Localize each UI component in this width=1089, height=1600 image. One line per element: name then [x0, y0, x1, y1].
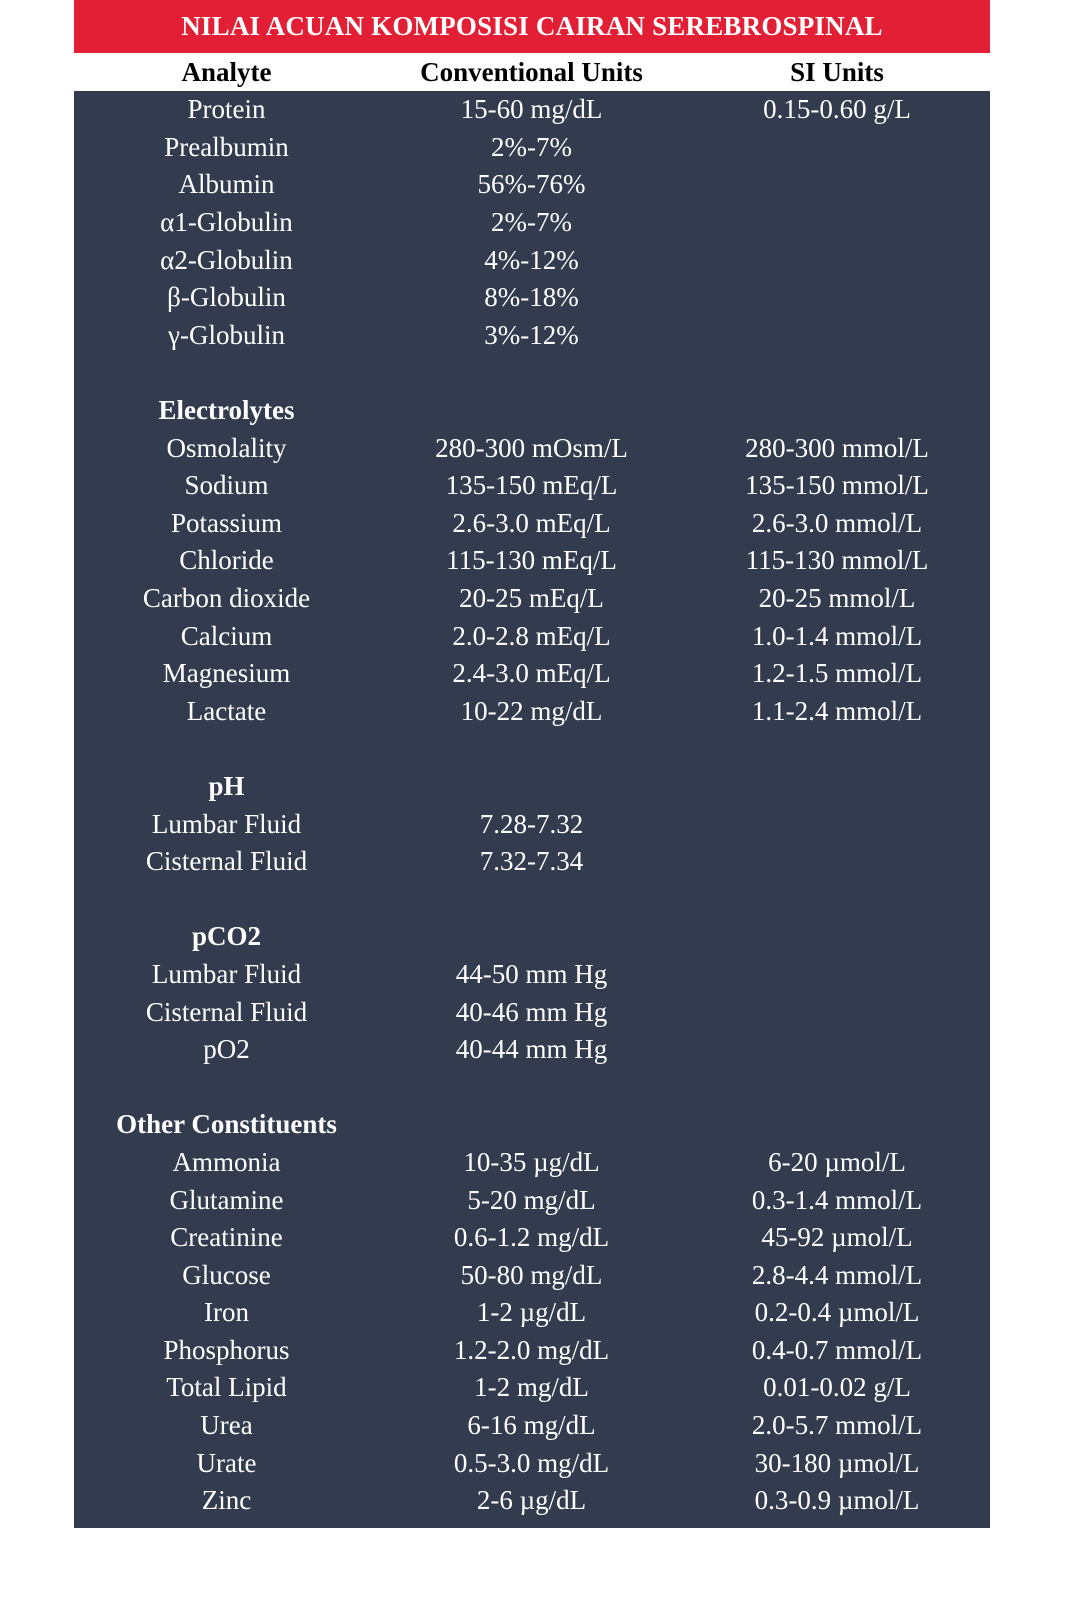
analyte-cell: Creatinine [170, 1222, 283, 1253]
table-row [74, 956, 990, 994]
table-row [74, 693, 990, 731]
section-heading: Electrolytes [158, 395, 295, 426]
section-heading-row [74, 768, 990, 806]
si-units-cell: 2.8-4.4 mmol/L [751, 1259, 923, 1290]
si-units-cell: 2.6-3.0 mmol/L [751, 507, 923, 538]
analyte-cell: α2-Globulin [160, 244, 293, 275]
analyte-cell: Iron [204, 1297, 249, 1328]
table-row [74, 1219, 990, 1257]
conventional-units-cell: 2-6 µg/dL [476, 1485, 587, 1516]
si-units-cell: 135-150 mmol/L [745, 470, 929, 501]
table-row [74, 204, 990, 242]
si-units-cell: 1.0-1.4 mmol/L [751, 620, 923, 651]
conventional-units-cell: 7.32-7.34 [479, 846, 584, 877]
si-units-cell: 0.15-0.60 g/L [763, 94, 911, 125]
analyte-cell: pO2 [203, 1034, 250, 1065]
si-units-cell: 0.01-0.02 g/L [763, 1372, 911, 1403]
table-title: NILAI ACUAN KOMPOSISI CAIRAN SEREBROSPINAL [74, 0, 990, 53]
conventional-units-cell: 8%-18% [484, 282, 579, 313]
table-row [74, 467, 990, 505]
analyte-cell: Ammonia [172, 1146, 281, 1177]
conventional-units-cell: 5-20 mg/dL [467, 1184, 596, 1215]
conventional-units-cell: 40-44 mm Hg [455, 1034, 608, 1065]
conventional-units-cell: 3%-12% [484, 319, 579, 350]
conventional-units-cell: 10-35 µg/dL [463, 1146, 600, 1177]
column-header-analyte: Analyte [181, 56, 272, 87]
table-row [74, 317, 990, 355]
table-row [74, 580, 990, 618]
conventional-units-cell: 280-300 mOsm/L [435, 432, 628, 463]
analyte-cell: Prealbumin [164, 131, 289, 162]
conventional-units-cell: 2%-7% [491, 131, 572, 162]
analyte-cell: Cisternal Fluid [145, 996, 308, 1027]
analyte-cell: Urate [196, 1447, 257, 1478]
section-heading-row [74, 918, 990, 956]
si-units-cell: 0.3-0.9 µmol/L [754, 1485, 920, 1516]
table-row [74, 1294, 990, 1332]
conventional-units-cell: 20-25 mEq/L [459, 583, 604, 614]
conventional-units-cell: 2.4-3.0 mEq/L [452, 658, 611, 689]
table-row [74, 993, 990, 1031]
analyte-cell: Protein [187, 94, 266, 125]
group-spacer [74, 354, 990, 392]
si-units-cell: 0.2-0.4 µmol/L [754, 1297, 920, 1328]
table-row [74, 655, 990, 693]
si-units-cell: 6-20 µmol/L [768, 1146, 906, 1177]
analyte-cell: α1-Globulin [160, 207, 293, 238]
conventional-units-cell: 1-2 µg/dL [476, 1297, 587, 1328]
conventional-units-cell: 50-80 mg/dL [460, 1259, 603, 1290]
analyte-cell: Lumbar Fluid [151, 958, 302, 989]
table-row [74, 1181, 990, 1219]
group-spacer [74, 880, 990, 918]
table-row [74, 1144, 990, 1182]
analyte-cell: Osmolality [166, 432, 287, 463]
column-header-si-units: SI Units [790, 56, 884, 87]
si-units-cell: 280-300 mmol/L [745, 432, 929, 463]
conventional-units-cell: 1-2 mg/dL [474, 1372, 589, 1403]
analyte-cell: Calcium [180, 620, 273, 651]
table-row [74, 1332, 990, 1370]
table-row [74, 91, 990, 129]
analyte-cell: Lumbar Fluid [151, 808, 302, 839]
analyte-cell: Carbon dioxide [142, 583, 311, 614]
conventional-units-cell: 7.28-7.32 [479, 808, 584, 839]
table-row [74, 279, 990, 317]
reference-table [74, 0, 990, 1528]
conventional-units-cell: 2.0-2.8 mEq/L [452, 620, 611, 651]
table-row [74, 1256, 990, 1294]
table-row [74, 505, 990, 543]
si-units-cell: 20-25 mmol/L [758, 583, 916, 614]
si-units-cell: 0.3-1.4 mmol/L [751, 1184, 923, 1215]
analyte-cell: β-Globulin [167, 282, 286, 313]
analyte-cell: Urea [200, 1410, 253, 1441]
conventional-units-cell: 4%-12% [484, 244, 579, 275]
si-units-cell: 30-180 µmol/L [754, 1447, 920, 1478]
table-row [74, 617, 990, 655]
conventional-units-cell: 2%-7% [491, 207, 572, 238]
section-heading-row [74, 1106, 990, 1144]
table-row [74, 241, 990, 279]
si-units-cell: 45-92 µmol/L [761, 1222, 913, 1253]
analyte-cell: Magnesium [162, 658, 291, 689]
analyte-cell: Lactate [186, 695, 267, 726]
conventional-units-cell: 135-150 mEq/L [445, 470, 618, 501]
analyte-cell: Albumin [178, 169, 275, 200]
analyte-cell: Phosphorus [163, 1334, 290, 1365]
conventional-units-cell: 0.6-1.2 mg/dL [453, 1222, 610, 1253]
conventional-units-cell: 40-46 mm Hg [455, 996, 608, 1027]
section-heading: pCO2 [191, 921, 262, 952]
table-row [74, 843, 990, 881]
section-heading: Other Constituents [116, 1109, 337, 1140]
analyte-cell: γ-Globulin [168, 319, 285, 350]
si-units-cell: 115-130 mmol/L [745, 545, 929, 576]
table-body [74, 91, 990, 1528]
conventional-units-cell: 1.2-2.0 mg/dL [453, 1334, 610, 1365]
conventional-units-cell: 10-22 mg/dL [460, 695, 603, 726]
analyte-cell: Glutamine [169, 1184, 284, 1215]
analyte-cell: Potassium [170, 507, 283, 538]
analyte-cell: Sodium [184, 470, 269, 501]
table-row [74, 1031, 990, 1069]
conventional-units-cell: 56%-76% [477, 169, 586, 200]
section-heading-row [74, 392, 990, 430]
conventional-units-cell: 115-130 mEq/L [446, 545, 617, 576]
si-units-cell: 0.4-0.7 mmol/L [751, 1334, 923, 1365]
analyte-cell: Glucose [182, 1259, 271, 1290]
table-row [74, 1444, 990, 1482]
analyte-cell: Zinc [201, 1485, 252, 1516]
analyte-cell: Chloride [179, 545, 274, 576]
conventional-units-cell: 2.6-3.0 mEq/L [452, 507, 611, 538]
analyte-cell: Cisternal Fluid [145, 846, 308, 877]
conventional-units-cell: 15-60 mg/dL [460, 94, 603, 125]
table-row [74, 429, 990, 467]
si-units-cell: 1.1-2.4 mmol/L [751, 695, 923, 726]
analyte-cell: Total Lipid [166, 1372, 287, 1403]
table-row [74, 805, 990, 843]
column-header-row [74, 53, 990, 91]
conventional-units-cell: 6-16 mg/dL [467, 1410, 596, 1441]
conventional-units-cell: 0.5-3.0 mg/dL [453, 1447, 610, 1478]
table-row [74, 129, 990, 167]
table-row [74, 166, 990, 204]
group-spacer [74, 1068, 990, 1106]
table-row [74, 1369, 990, 1407]
column-header-conventional-units: Conventional Units [420, 56, 643, 87]
table-row [74, 1407, 990, 1445]
section-heading: pH [208, 770, 245, 801]
group-spacer [74, 730, 990, 768]
table-row [74, 1482, 990, 1520]
table-row [74, 542, 990, 580]
conventional-units-cell: 44-50 mm Hg [455, 958, 608, 989]
si-units-cell: 1.2-1.5 mmol/L [751, 658, 923, 689]
si-units-cell: 2.0-5.7 mmol/L [751, 1410, 923, 1441]
